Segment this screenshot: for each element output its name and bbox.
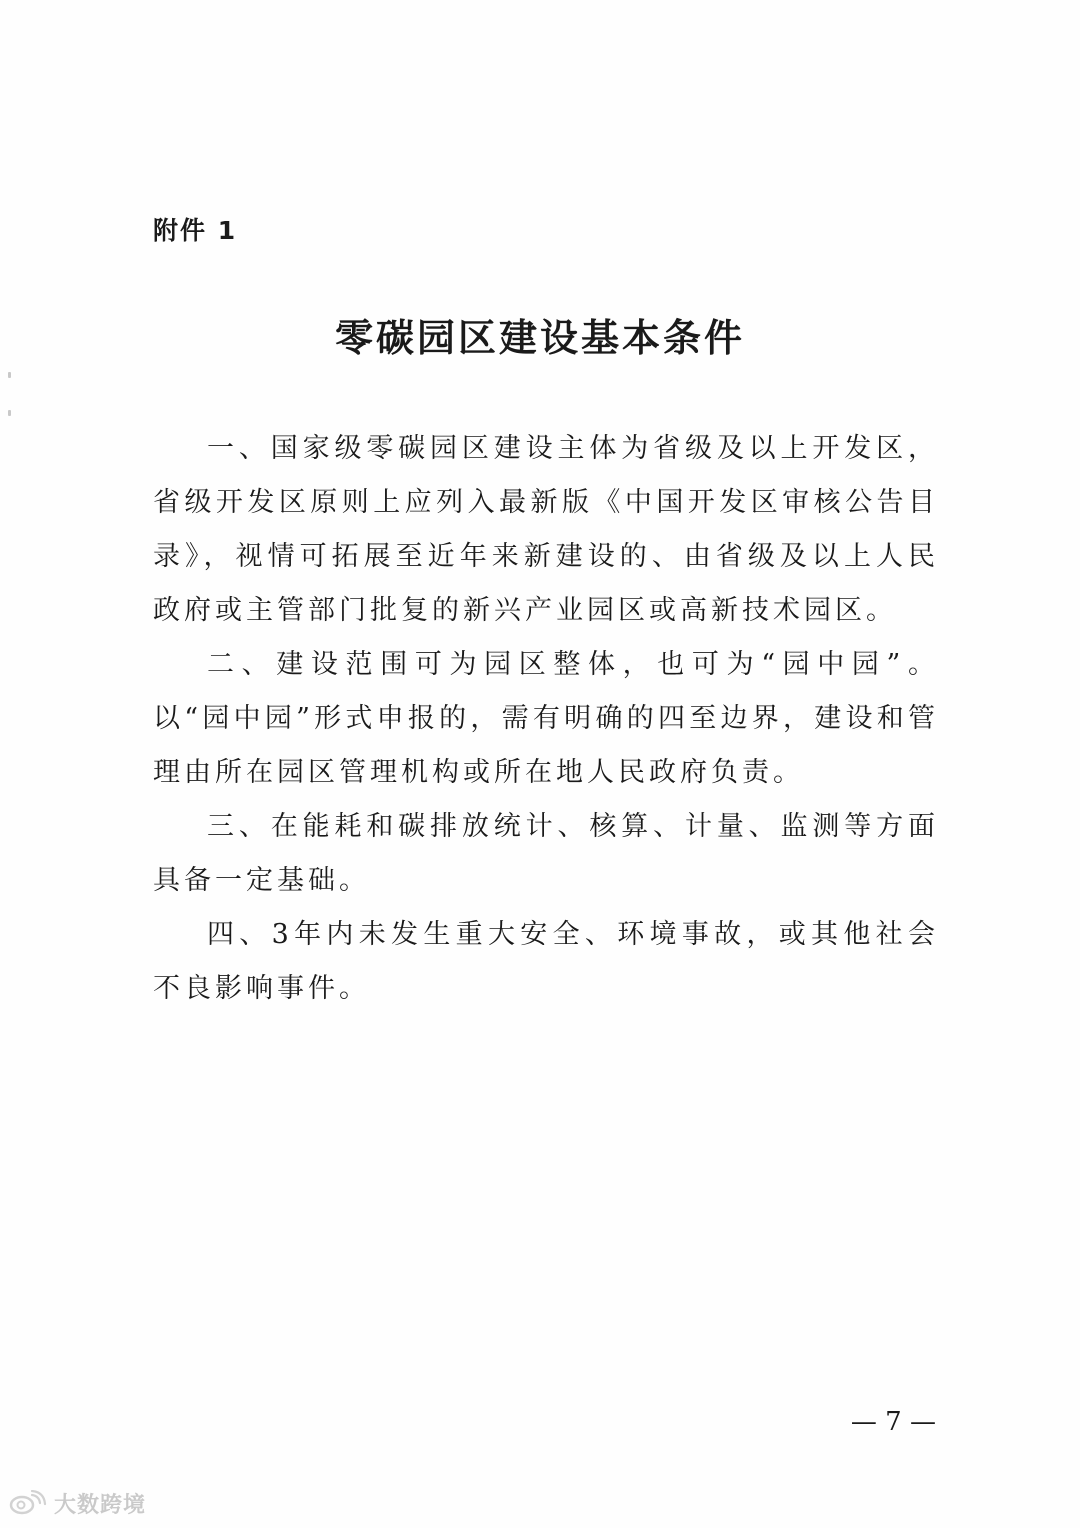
scan-margin-mark <box>8 410 11 416</box>
scan-margin-mark <box>8 372 11 378</box>
document-title: 零碳园区建设基本条件 <box>334 315 745 360</box>
document-body <box>153 422 939 1016</box>
paragraph-2: 二、建设范围可为园区整体，也可为“园中园”。以“园中园”形式申报的，需有明确的四至边界，建设和管理由所在园区管理机构或所在地人民政府负责。 <box>153 649 939 788</box>
paragraph-1: 一、国家级零碳园区建设主体为省级及以上开发区，省级开发区原则上应列入最新版《中国开发区审核公告目录》，视情可拓展至近年来新建设的、由省级及以上人民政府或主管部门批复的新兴产业园区或高新技术园区。 <box>153 433 939 626</box>
page-number: — 7 — <box>850 1407 936 1437</box>
watermark <box>8 1488 146 1518</box>
paragraph-3: 三、在能耗和碳排放统计、核算、计量、监测等方面具备一定基础。 <box>153 811 939 896</box>
watermark-text: 大数跨境 <box>54 1492 147 1518</box>
attachment-label: 附件 1 <box>153 216 238 245</box>
weibo-style-logo-icon <box>8 1490 48 1516</box>
paragraph-4: 四、3年内未发生重大安全、环境事故，或其他社会不良影响事件。 <box>153 919 939 1004</box>
